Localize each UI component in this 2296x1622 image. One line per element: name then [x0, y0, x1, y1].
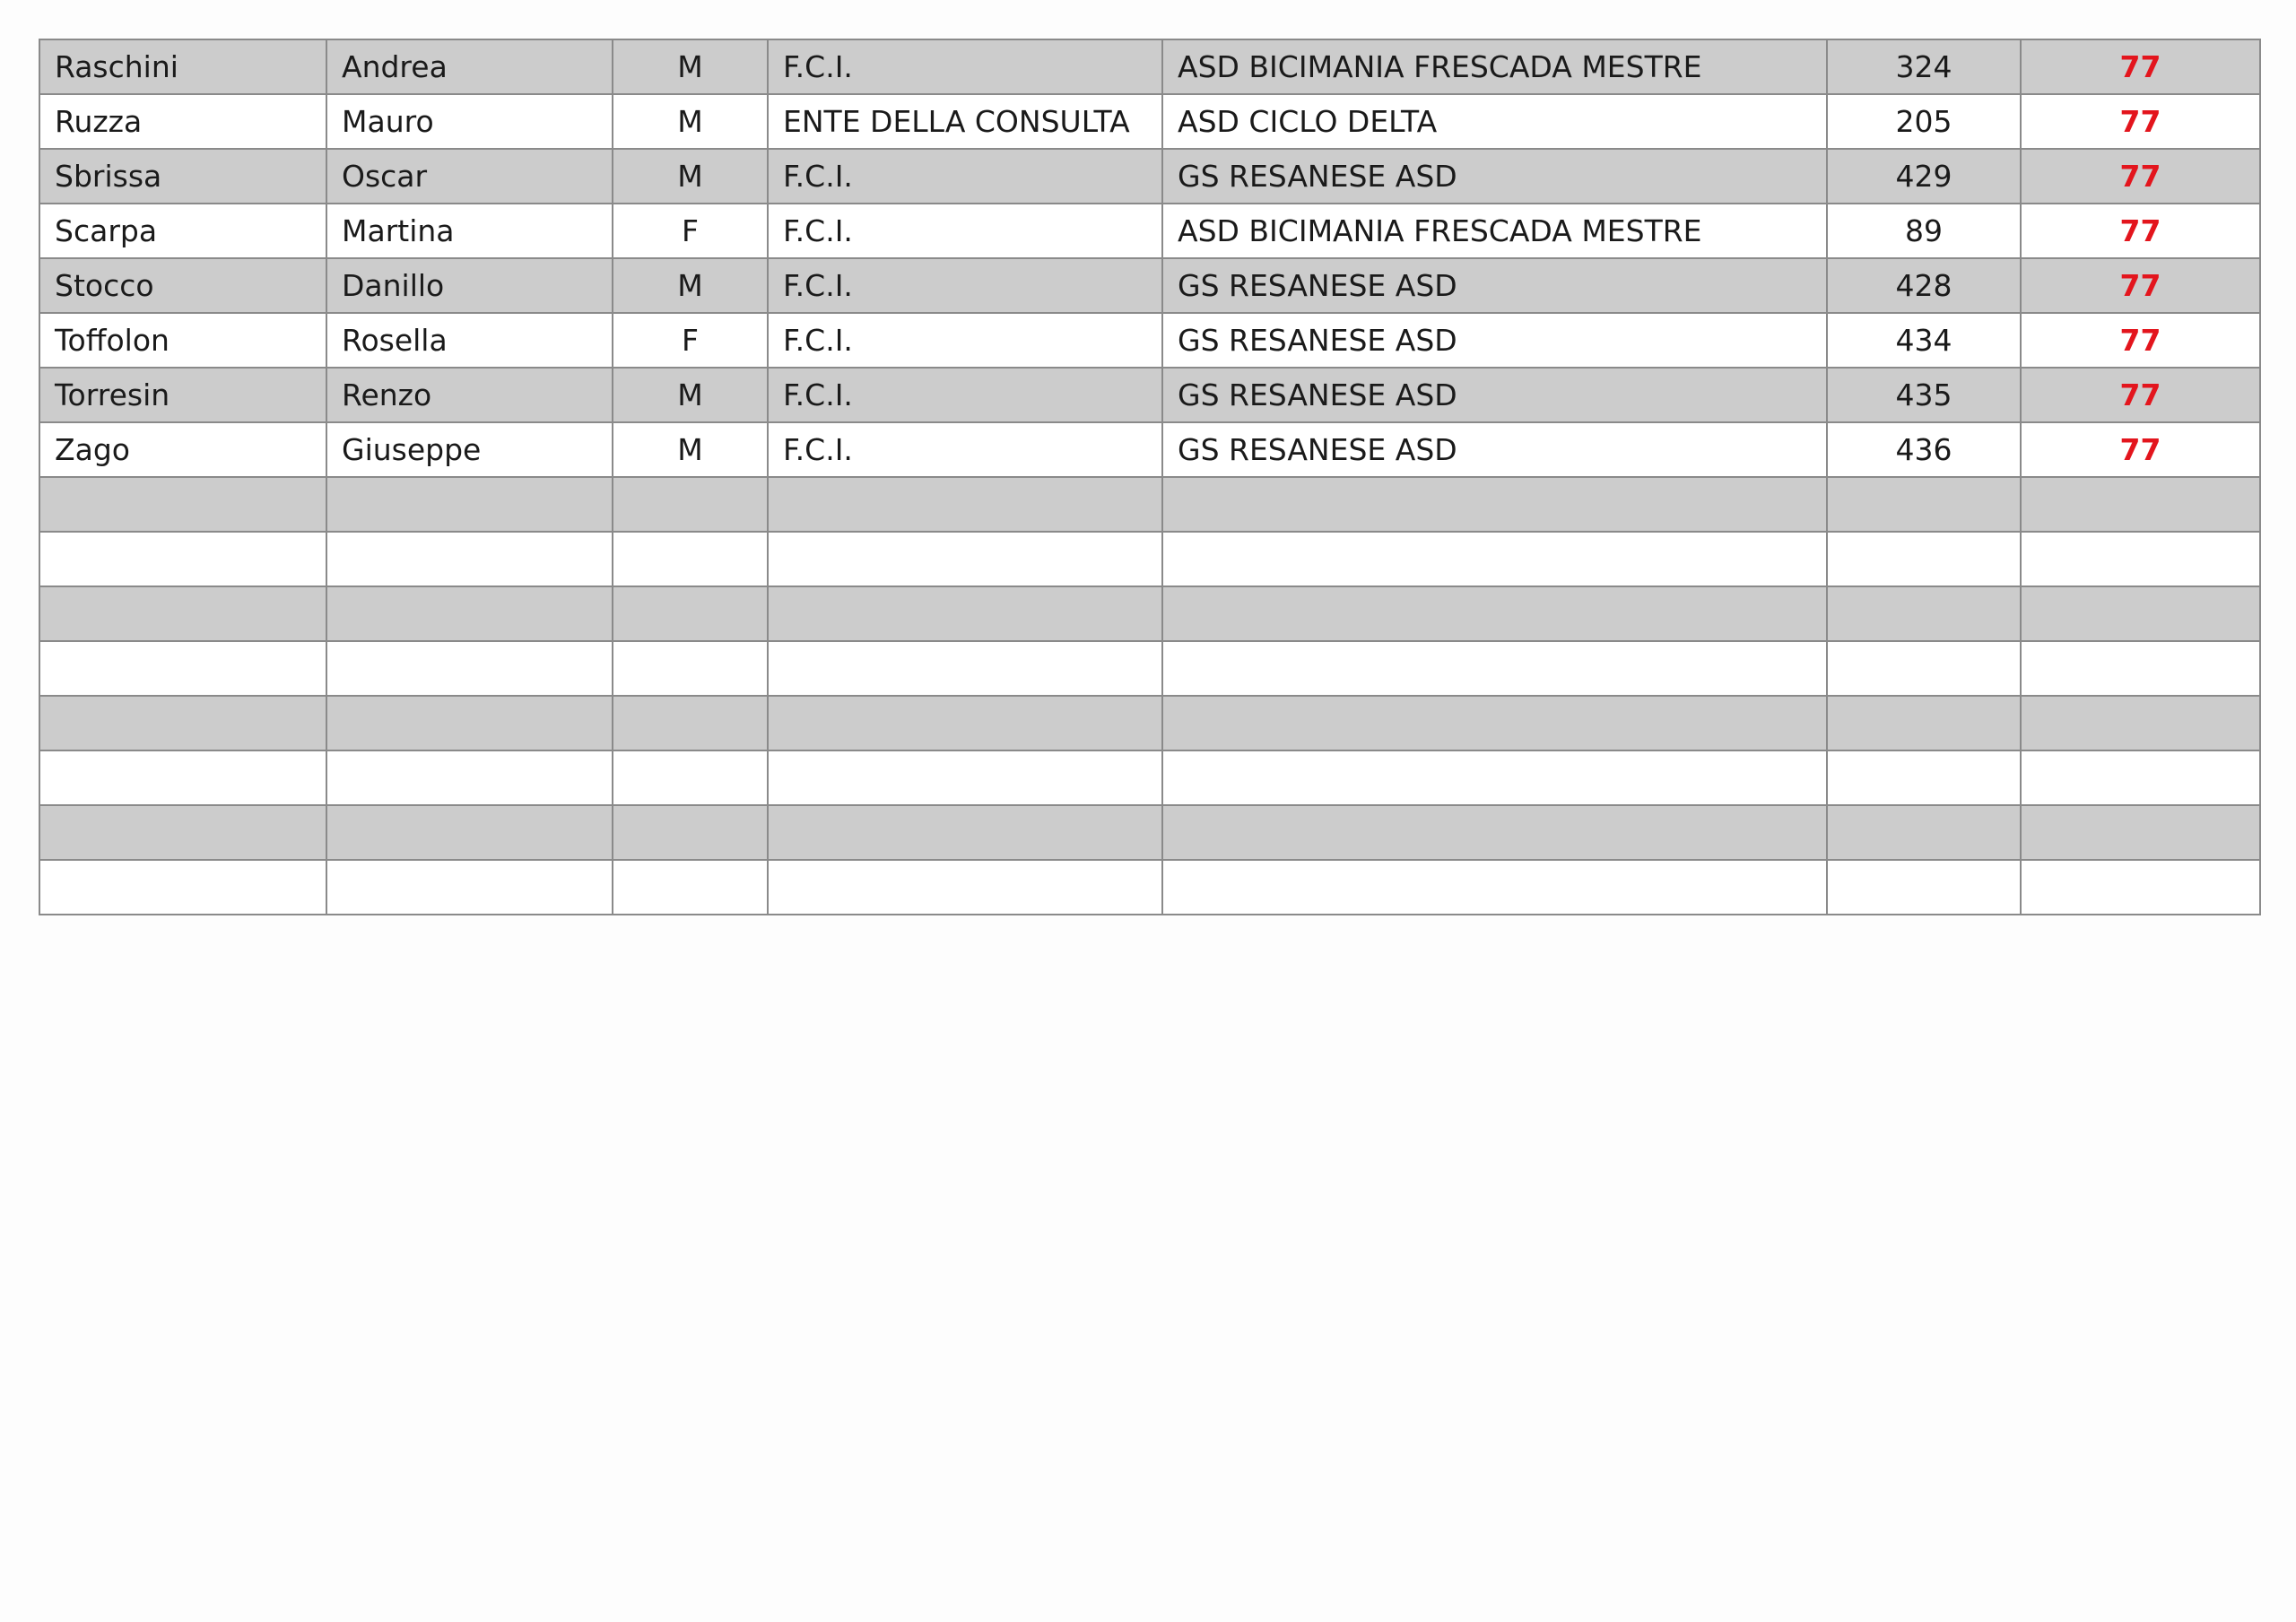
points-cell: 77 — [2021, 94, 2260, 149]
name-cell — [326, 805, 613, 860]
bib-cell — [1827, 586, 2021, 641]
sex-cell — [613, 860, 768, 915]
table-row — [39, 39, 2260, 94]
bib-cell — [1827, 477, 2021, 532]
bib-cell: 435 — [1827, 368, 2021, 422]
surname-cell — [39, 641, 326, 696]
federation-cell — [768, 805, 1162, 860]
federation-cell: F.C.I. — [768, 204, 1162, 258]
team-cell — [1162, 641, 1827, 696]
bib-cell — [1827, 860, 2021, 915]
team-cell: GS RESANESE ASD — [1162, 368, 1827, 422]
results-table — [39, 39, 2261, 915]
surname-cell — [39, 696, 326, 750]
name-cell: Danillo — [326, 258, 613, 313]
team-cell — [1162, 860, 1827, 915]
sex-cell — [613, 750, 768, 805]
points-cell — [2021, 696, 2260, 750]
team-cell: GS RESANESE ASD — [1162, 149, 1827, 204]
table-row — [39, 422, 2260, 477]
table-row — [39, 149, 2260, 204]
bib-cell: 205 — [1827, 94, 2021, 149]
table-row — [39, 805, 2260, 860]
points-cell: 77 — [2021, 368, 2260, 422]
name-cell — [326, 750, 613, 805]
points-cell: 77 — [2021, 313, 2260, 368]
table-row — [39, 586, 2260, 641]
bib-cell: 324 — [1827, 39, 2021, 94]
surname-cell — [39, 805, 326, 860]
team-cell — [1162, 805, 1827, 860]
points-cell — [2021, 586, 2260, 641]
points-cell — [2021, 860, 2260, 915]
points-cell — [2021, 477, 2260, 532]
points-cell — [2021, 641, 2260, 696]
bib-cell: 89 — [1827, 204, 2021, 258]
points-cell: 77 — [2021, 422, 2260, 477]
surname-cell: Scarpa — [39, 204, 326, 258]
sex-cell — [613, 586, 768, 641]
federation-cell: ENTE DELLA CONSULTA — [768, 94, 1162, 149]
surname-cell — [39, 532, 326, 586]
table-row — [39, 532, 2260, 586]
federation-cell: F.C.I. — [768, 39, 1162, 94]
team-cell: ASD CICLO DELTA — [1162, 94, 1827, 149]
surname-cell: Ruzza — [39, 94, 326, 149]
table-row — [39, 258, 2260, 313]
bib-cell: 434 — [1827, 313, 2021, 368]
table-row — [39, 696, 2260, 750]
name-cell — [326, 860, 613, 915]
team-cell: ASD BICIMANIA FRESCADA MESTRE — [1162, 39, 1827, 94]
points-cell: 77 — [2021, 204, 2260, 258]
name-cell: Renzo — [326, 368, 613, 422]
bib-cell — [1827, 696, 2021, 750]
sex-cell — [613, 805, 768, 860]
bib-cell — [1827, 641, 2021, 696]
team-cell: ASD BICIMANIA FRESCADA MESTRE — [1162, 204, 1827, 258]
federation-cell — [768, 477, 1162, 532]
name-cell — [326, 532, 613, 586]
federation-cell: F.C.I. — [768, 258, 1162, 313]
name-cell — [326, 586, 613, 641]
bib-cell: 428 — [1827, 258, 2021, 313]
federation-cell — [768, 750, 1162, 805]
table-row — [39, 94, 2260, 149]
team-cell — [1162, 750, 1827, 805]
federation-cell — [768, 696, 1162, 750]
name-cell: Mauro — [326, 94, 613, 149]
table-row — [39, 204, 2260, 258]
points-cell: 77 — [2021, 149, 2260, 204]
surname-cell — [39, 750, 326, 805]
federation-cell: F.C.I. — [768, 422, 1162, 477]
bib-cell — [1827, 805, 2021, 860]
name-cell — [326, 477, 613, 532]
sex-cell: M — [613, 258, 768, 313]
sex-cell — [613, 477, 768, 532]
results-table-body — [39, 39, 2260, 915]
table-row — [39, 641, 2260, 696]
sex-cell: M — [613, 94, 768, 149]
name-cell: Oscar — [326, 149, 613, 204]
sex-cell — [613, 532, 768, 586]
surname-cell: Toffolon — [39, 313, 326, 368]
name-cell: Giuseppe — [326, 422, 613, 477]
table-row — [39, 477, 2260, 532]
sex-cell: M — [613, 422, 768, 477]
sex-cell: M — [613, 149, 768, 204]
federation-cell: F.C.I. — [768, 368, 1162, 422]
federation-cell — [768, 641, 1162, 696]
sex-cell — [613, 696, 768, 750]
federation-cell — [768, 860, 1162, 915]
surname-cell: Zago — [39, 422, 326, 477]
team-cell — [1162, 696, 1827, 750]
team-cell: GS RESANESE ASD — [1162, 258, 1827, 313]
surname-cell: Stocco — [39, 258, 326, 313]
bib-cell: 436 — [1827, 422, 2021, 477]
sex-cell: M — [613, 368, 768, 422]
table-row — [39, 750, 2260, 805]
table-row — [39, 368, 2260, 422]
surname-cell: Sbrissa — [39, 149, 326, 204]
name-cell — [326, 696, 613, 750]
bib-cell — [1827, 750, 2021, 805]
bib-cell — [1827, 532, 2021, 586]
bib-cell: 429 — [1827, 149, 2021, 204]
surname-cell: Torresin — [39, 368, 326, 422]
name-cell — [326, 641, 613, 696]
name-cell: Martina — [326, 204, 613, 258]
team-cell — [1162, 586, 1827, 641]
points-cell — [2021, 805, 2260, 860]
name-cell: Rosella — [326, 313, 613, 368]
sex-cell — [613, 641, 768, 696]
federation-cell: F.C.I. — [768, 313, 1162, 368]
surname-cell: Raschini — [39, 39, 326, 94]
federation-cell — [768, 532, 1162, 586]
team-cell: GS RESANESE ASD — [1162, 422, 1827, 477]
points-cell — [2021, 750, 2260, 805]
table-row — [39, 313, 2260, 368]
federation-cell: F.C.I. — [768, 149, 1162, 204]
surname-cell — [39, 860, 326, 915]
name-cell: Andrea — [326, 39, 613, 94]
sex-cell: M — [613, 39, 768, 94]
sex-cell: F — [613, 313, 768, 368]
federation-cell — [768, 586, 1162, 641]
surname-cell — [39, 586, 326, 641]
team-cell — [1162, 532, 1827, 586]
table-row — [39, 860, 2260, 915]
surname-cell — [39, 477, 326, 532]
points-cell: 77 — [2021, 39, 2260, 94]
sex-cell: F — [613, 204, 768, 258]
points-cell: 77 — [2021, 258, 2260, 313]
points-cell — [2021, 532, 2260, 586]
team-cell — [1162, 477, 1827, 532]
team-cell: GS RESANESE ASD — [1162, 313, 1827, 368]
